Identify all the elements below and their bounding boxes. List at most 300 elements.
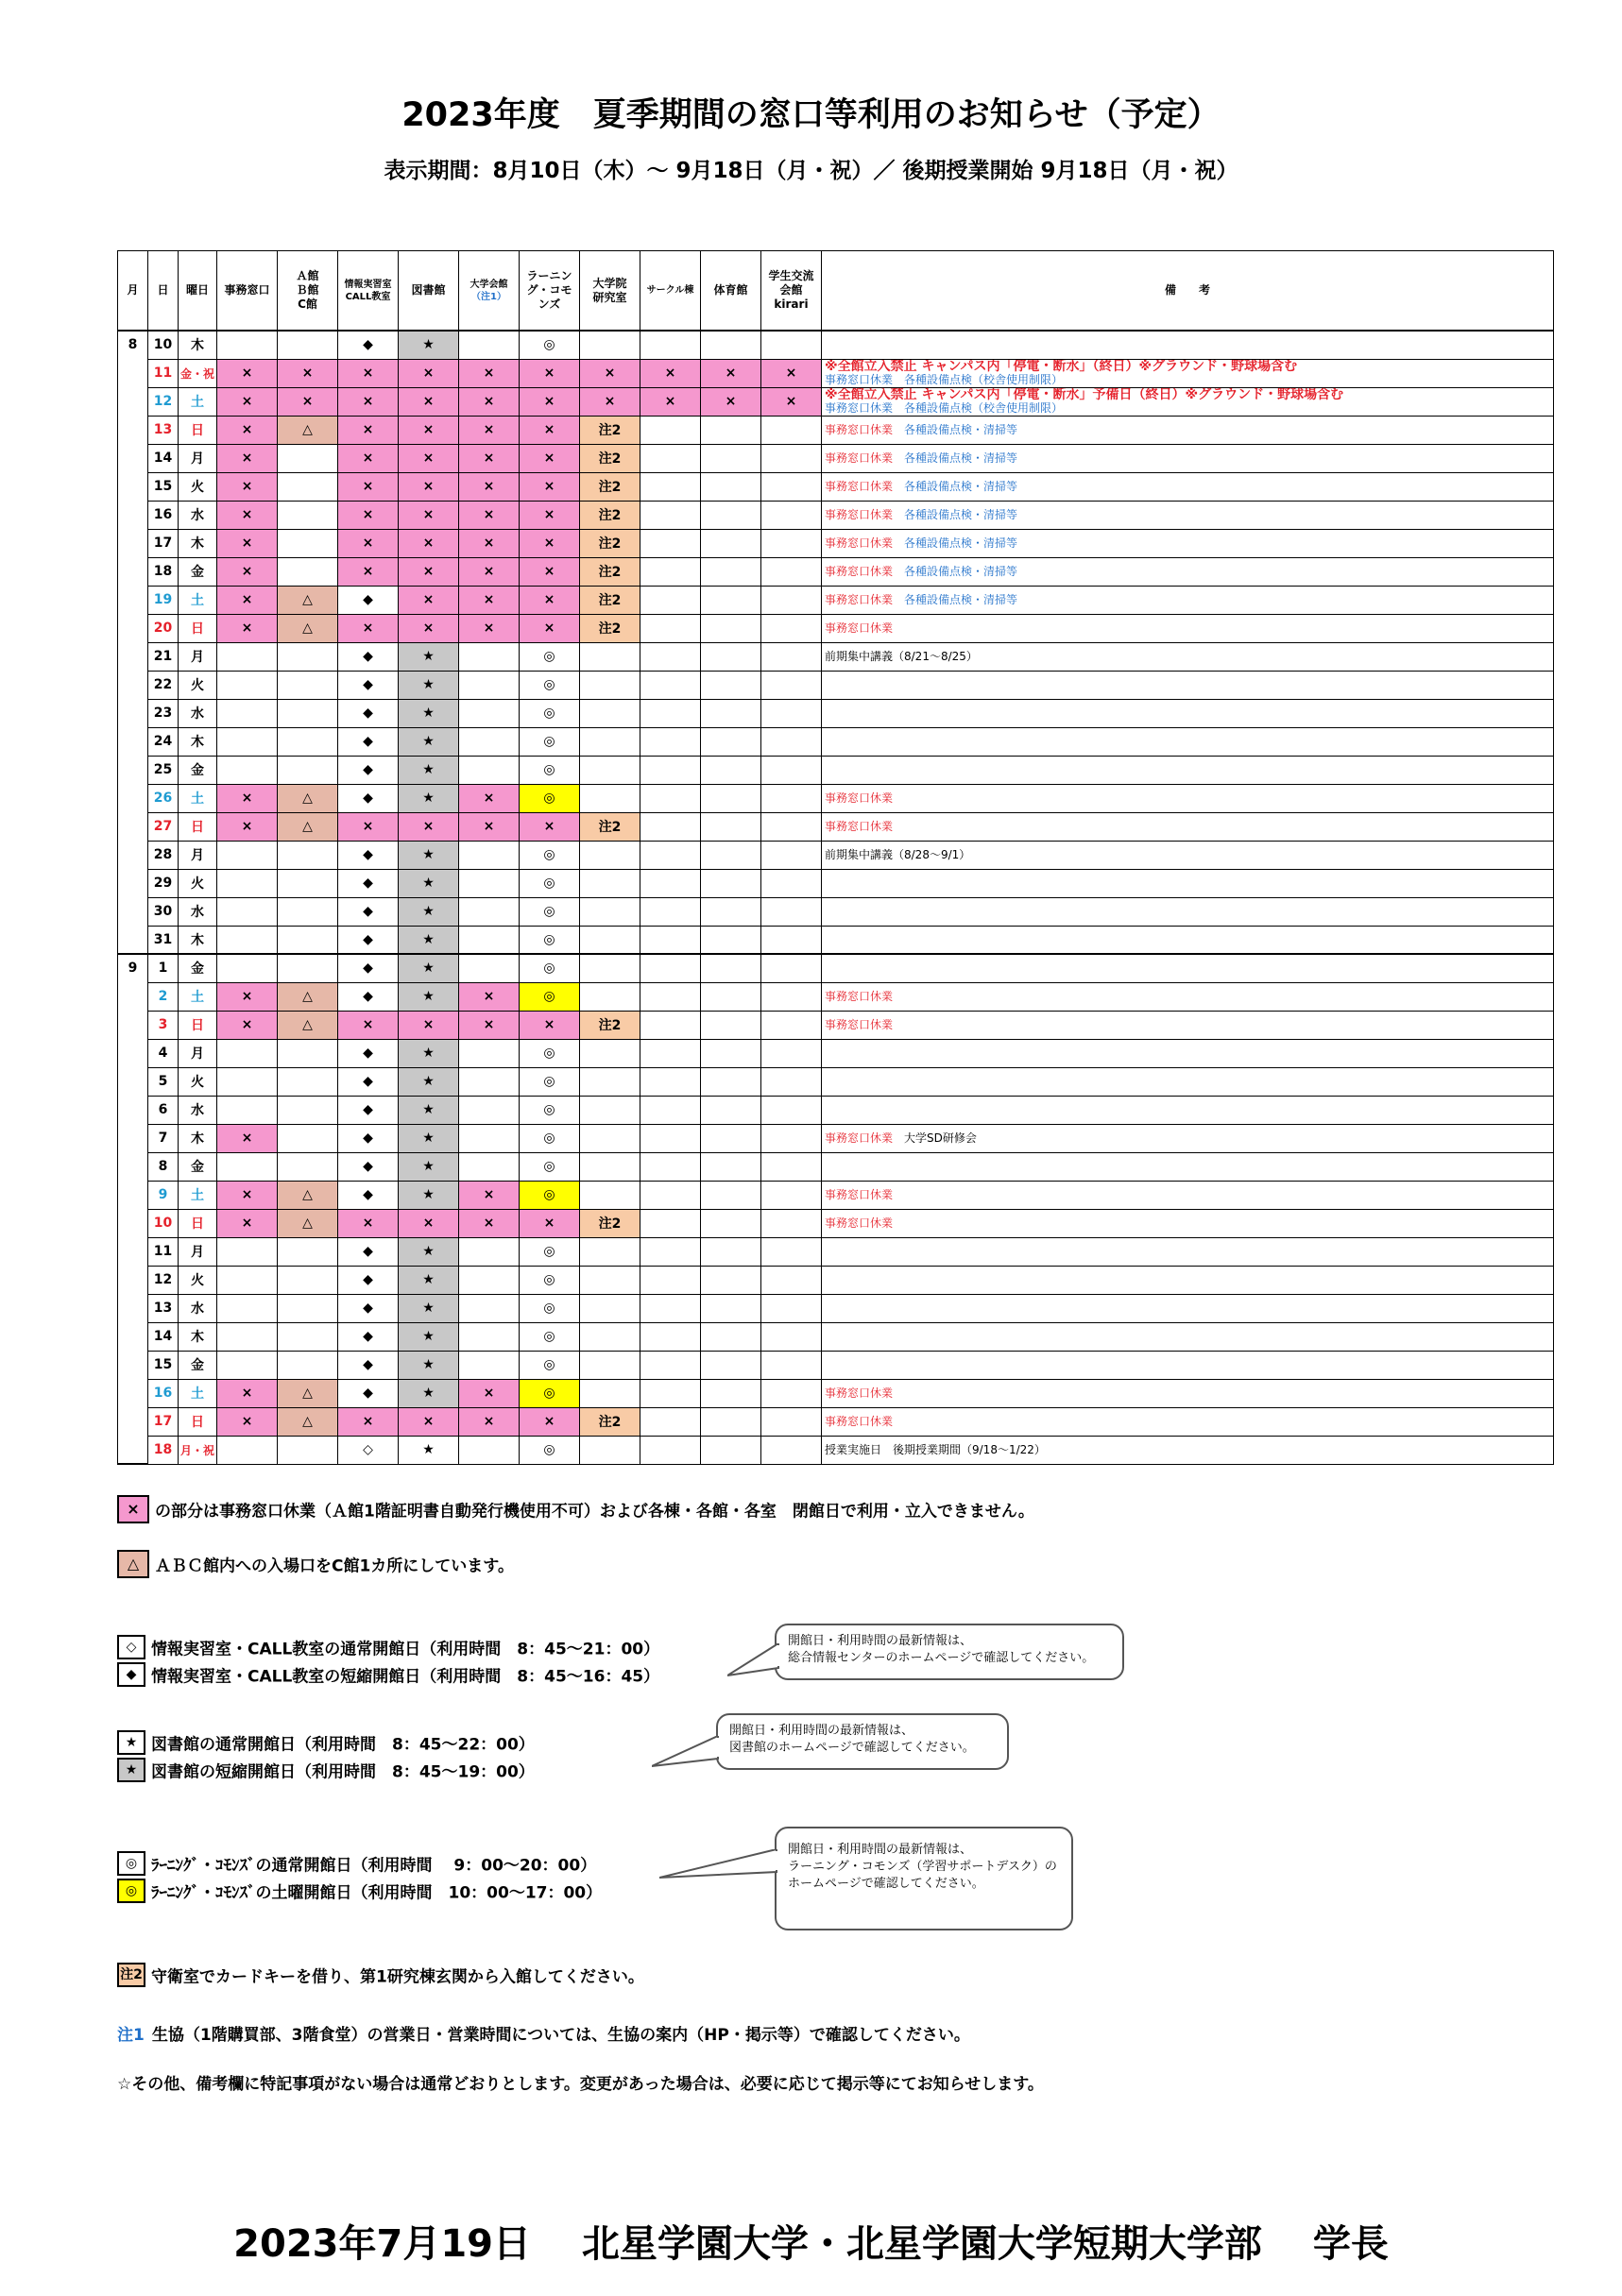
day-cell: 16 [148,501,179,529]
cell-info: ◆ [338,642,399,671]
cell-info: × [338,1209,399,1237]
cell-coop: × [459,529,520,557]
cell-grad [580,1067,640,1096]
cell-office [217,869,278,897]
cell-library: ★ [399,642,459,671]
cell-info: ◆ [338,982,399,1011]
cell-kirari [761,1322,822,1351]
cell-circle [640,1209,701,1237]
weekday-cell: 日 [179,614,217,642]
col-coop-note: （注1） [471,291,506,302]
cell-coop [459,869,520,897]
cell-learning-commons: × [520,416,580,444]
cell-kirari [761,1294,822,1322]
col-coop [459,251,520,332]
cell-info: × [338,387,399,416]
legend-note2-text: 守衛室でカードキーを借り、第1研究棟玄関から入館してください。 [151,1967,644,1987]
legend-lc-saturday-text: ﾗｰﾆﾝｸﾞ・ｺﾓﾝｽﾞの土曜開館日（利用時間 10：00～17：00） [151,1883,603,1903]
cell-learning-commons: × [520,359,580,387]
cell-info: ◆ [338,1181,399,1209]
day-cell: 5 [148,1067,179,1096]
remarks-cell [822,1237,1554,1266]
cell-kirari [761,926,822,954]
legend-lib-open [117,1730,535,1755]
remarks-cell [822,699,1554,727]
day-cell: 11 [148,1237,179,1266]
cell-grad [580,1266,640,1294]
cell-grad [580,1039,640,1067]
col-grad: 大学院 研究室 [580,251,640,332]
weekday-cell: 水 [179,1096,217,1124]
cell-coop: × [459,444,520,472]
remark-text: 事務窓口休業 [825,593,905,606]
note1-label: 注1 [117,2026,145,2045]
info-callout-line2: 総合情報センターのホームページで確認してください。 [788,1651,1095,1665]
cell-kirari [761,1181,822,1209]
cell-abc: △ [278,416,338,444]
cell-gym: × [701,387,761,416]
cell-abc: △ [278,586,338,614]
cell-office: × [217,416,278,444]
remarks-cell [822,387,1554,416]
cell-learning-commons: × [520,472,580,501]
cell-gym [701,586,761,614]
cell-office [217,727,278,756]
cell-gym [701,331,761,359]
day-cell: 29 [148,869,179,897]
cell-info: ◆ [338,1096,399,1124]
cell-library: ★ [399,331,459,359]
weekday-cell: 水 [179,699,217,727]
cell-library: ★ [399,1436,459,1464]
cell-learning-commons: ◎ [520,699,580,727]
cell-abc [278,727,338,756]
table-row [118,869,1554,897]
col-office: 事務窓口 [217,251,278,332]
cell-circle [640,1351,701,1379]
remark-text: 事務窓口休業 [825,621,894,635]
cell-info: ◆ [338,1322,399,1351]
cell-circle [640,699,701,727]
legend-info-open-box: ◇ [117,1635,145,1659]
cell-office [217,1237,278,1266]
cell-abc [278,1266,338,1294]
cell-abc [278,671,338,699]
remarks-cell [822,1152,1554,1181]
table-row [118,1237,1554,1266]
cell-kirari [761,897,822,926]
cell-grad [580,1322,640,1351]
cell-coop: × [459,1181,520,1209]
cell-learning-commons: ◎ [520,331,580,359]
day-cell: 14 [148,1322,179,1351]
day-cell: 15 [148,1351,179,1379]
cell-circle [640,869,701,897]
table-row [118,841,1554,869]
cell-coop: × [459,557,520,586]
legend-lc-open [117,1851,596,1876]
table-row [118,1209,1554,1237]
cell-coop [459,1067,520,1096]
cell-office: × [217,1181,278,1209]
cell-abc [278,1067,338,1096]
cell-coop [459,727,520,756]
remarks-cell [822,1039,1554,1067]
cell-abc [278,699,338,727]
lc-callout-line3: ホームページで確認してください。 [788,1877,984,1891]
table-row [118,501,1554,529]
cell-gym [701,1351,761,1379]
legend-lib-short-text: 図書館の短縮開館日（利用時間 8：45～19：00） [151,1762,535,1782]
cell-info: ◆ [338,1351,399,1379]
cell-kirari [761,869,822,897]
cell-coop: × [459,1011,520,1039]
day-cell: 12 [148,1266,179,1294]
cell-coop: × [459,784,520,812]
info-callout [775,1624,1124,1680]
cell-gym [701,1237,761,1266]
cell-grad [580,699,640,727]
cell-circle [640,416,701,444]
cell-learning-commons: ◎ [520,727,580,756]
cell-grad: 注2 [580,1407,640,1436]
cell-grad: × [580,387,640,416]
cell-learning-commons: × [520,557,580,586]
cell-kirari [761,1096,822,1124]
cell-coop: × [459,472,520,501]
cell-circle [640,1011,701,1039]
month-cell: 8 [118,331,148,954]
remarks-cell [822,897,1554,926]
cell-abc [278,1322,338,1351]
table-row [118,812,1554,841]
legend-info-open [117,1635,659,1659]
remarks-cell [822,1266,1554,1294]
lc-callout-line1: 開館日・利用時間の最新情報は、 [788,1843,973,1857]
cell-learning-commons: ◎ [520,1266,580,1294]
cell-library: ★ [399,926,459,954]
cell-kirari [761,1039,822,1067]
cell-office [217,926,278,954]
remark-text: 事務窓口休業 [825,1386,894,1400]
weekday-cell: 金 [179,756,217,784]
cell-gym [701,1181,761,1209]
cell-info: ◆ [338,586,399,614]
cell-grad: 注2 [580,444,640,472]
cell-office: × [217,1011,278,1039]
table-row [118,926,1554,954]
remark-text: 事務窓口休業 [825,1188,894,1201]
table-row [118,1067,1554,1096]
cell-kirari [761,699,822,727]
weekday-cell: 木 [179,727,217,756]
remarks-cell [822,1322,1554,1351]
cell-coop: × [459,1379,520,1407]
remark-text: 各種設備点検・清掃等 [904,593,1018,606]
cell-circle [640,812,701,841]
table-row [118,1379,1554,1407]
lc-callout-line2: ラーニング・コモンズ（学習サポートデスク）の [788,1860,1057,1874]
cell-kirari [761,501,822,529]
cell-library: × [399,416,459,444]
weekday-cell: 水 [179,501,217,529]
cell-info: ◆ [338,784,399,812]
weekday-cell: 土 [179,387,217,416]
remarks-cell [822,1351,1554,1379]
cell-grad [580,331,640,359]
cell-abc [278,1152,338,1181]
cell-circle [640,897,701,926]
cell-library: × [399,359,459,387]
cell-circle [640,1407,701,1436]
cell-coop: × [459,501,520,529]
cell-office: × [217,557,278,586]
cell-grad [580,1379,640,1407]
table-row [118,416,1554,444]
remark-text: 各種設備点検・清掃等 [904,536,1018,550]
cell-library: ★ [399,1322,459,1351]
cell-gym [701,1039,761,1067]
remark-text: 事務窓口休業 [825,451,905,465]
cell-coop [459,1096,520,1124]
cell-grad [580,671,640,699]
cell-info: ◆ [338,841,399,869]
cell-coop [459,1351,520,1379]
lib-callout-tail [652,1736,720,1774]
weekday-cell: 金 [179,557,217,586]
cell-coop [459,841,520,869]
cell-learning-commons: ◎ [520,841,580,869]
day-cell: 8 [148,1152,179,1181]
cell-gym [701,1067,761,1096]
info-callout-tail [727,1643,780,1681]
day-cell: 23 [148,699,179,727]
day-cell: 18 [148,1436,179,1464]
weekday-cell: 月 [179,1039,217,1067]
table-row [118,1266,1554,1294]
cell-kirari [761,727,822,756]
cell-coop [459,699,520,727]
table-row [118,1294,1554,1322]
info-callout-line1: 開館日・利用時間の最新情報は、 [788,1634,973,1648]
cell-coop: × [459,614,520,642]
day-cell: 4 [148,1039,179,1067]
cell-gym [701,671,761,699]
cell-library: ★ [399,1351,459,1379]
cell-library: ★ [399,1067,459,1096]
page-subtitle: 表示期間：8月10日（木）～ 9月18日（月・祝）／ 後期授業開始 9月18日（月・祝） [384,159,1238,183]
cell-library: ★ [399,1266,459,1294]
cell-coop [459,1152,520,1181]
cell-abc [278,501,338,529]
cell-grad [580,954,640,982]
cell-abc [278,642,338,671]
cell-office [217,1067,278,1096]
weekday-cell: 月 [179,841,217,869]
cell-abc: × [278,387,338,416]
cell-gym [701,897,761,926]
cell-learning-commons: ◎ [520,1237,580,1266]
cell-learning-commons: × [520,586,580,614]
cell-coop: × [459,586,520,614]
col-coop-label: 大学会館 [470,279,508,290]
cell-info: ◇ [338,1436,399,1464]
cell-grad: 注2 [580,586,640,614]
cell-library: ★ [399,1096,459,1124]
cell-library: ★ [399,897,459,926]
cell-office: × [217,387,278,416]
cell-circle [640,529,701,557]
cell-kirari [761,1067,822,1096]
cell-grad [580,784,640,812]
legend-closed-text: の部分は事務窓口休業（Ａ館1階証明書自動発行機使用不可）および各棟・各館・各室 閉館日で利用・立入できません。 [155,1502,1034,1522]
cell-library: × [399,1209,459,1237]
weekday-cell: 木 [179,331,217,359]
cell-grad [580,1181,640,1209]
cell-kirari [761,557,822,586]
cell-info: ◆ [338,1039,399,1067]
day-cell: 22 [148,671,179,699]
cell-circle [640,1181,701,1209]
cell-gym [701,1209,761,1237]
cell-gym [701,1436,761,1464]
remarks-cell [822,1294,1554,1322]
cell-circle [640,501,701,529]
cell-info: ◆ [338,926,399,954]
lc-callout [775,1827,1073,1930]
cell-info: × [338,1407,399,1436]
cell-info: ◆ [338,897,399,926]
cell-office [217,1351,278,1379]
cell-library: × [399,586,459,614]
cell-info: × [338,812,399,841]
cell-library: ★ [399,1152,459,1181]
cell-library: × [399,812,459,841]
remarks-cell [822,954,1554,982]
day-cell: 7 [148,1124,179,1152]
remark-text: 各種設備点検・清掃等 [904,565,1018,578]
cell-library: ★ [399,1237,459,1266]
cell-gym [701,1266,761,1294]
cell-abc [278,926,338,954]
col-circle: サークル棟 [640,251,701,332]
day-cell: 16 [148,1379,179,1407]
weekday-cell: 日 [179,1209,217,1237]
cell-gym [701,444,761,472]
cell-office [217,897,278,926]
cell-kirari [761,671,822,699]
weekday-cell: 火 [179,671,217,699]
cell-coop [459,897,520,926]
remarks-cell [822,1209,1554,1237]
table-row [118,1011,1554,1039]
weekday-cell: 土 [179,784,217,812]
cell-library: × [399,1407,459,1436]
cell-office [217,1152,278,1181]
cell-office [217,1266,278,1294]
cell-library: ★ [399,1124,459,1152]
table-row [118,1124,1554,1152]
remarks-cell [822,1436,1554,1464]
cell-learning-commons: × [520,444,580,472]
cell-grad [580,1351,640,1379]
cell-office: × [217,614,278,642]
cell-kirari [761,1407,822,1436]
cell-office [217,1294,278,1322]
remarks-cell [822,614,1554,642]
cell-library: × [399,1011,459,1039]
table-row [118,557,1554,586]
table-row [118,586,1554,614]
cell-coop [459,671,520,699]
cell-office: × [217,1407,278,1436]
cell-learning-commons: ◎ [520,982,580,1011]
cell-coop: × [459,812,520,841]
cell-circle [640,671,701,699]
cell-abc: △ [278,982,338,1011]
cell-grad: 注2 [580,529,640,557]
cell-info: × [338,501,399,529]
weekday-cell: 土 [179,1181,217,1209]
day-cell: 13 [148,416,179,444]
table-row [118,472,1554,501]
remarks-cell [822,812,1554,841]
cell-library: × [399,529,459,557]
cell-gym [701,1294,761,1322]
cell-kirari [761,416,822,444]
day-cell: 2 [148,982,179,1011]
cell-library: ★ [399,1181,459,1209]
remark-text: ※全館立入禁止 キャンパス内「停電・断水」予備日（終日）※グラウンド・野球場含む [825,387,1344,402]
remark-text: 事務窓口休業 [825,1018,894,1031]
cell-info: ◆ [338,727,399,756]
cell-gym [701,472,761,501]
table-row [118,642,1554,671]
table-row [118,1436,1554,1464]
cell-abc [278,841,338,869]
cell-kirari [761,784,822,812]
cell-office: × [217,359,278,387]
cell-circle [640,1379,701,1407]
table-row [118,359,1554,387]
day-cell: 21 [148,642,179,671]
cell-circle [640,1294,701,1322]
legend-info-short-text: 情報実習室・CALL教室の短縮開館日（利用時間 8：45～16：45） [151,1667,660,1687]
cell-kirari [761,841,822,869]
cell-kirari [761,1351,822,1379]
cell-grad [580,869,640,897]
cell-grad: 注2 [580,472,640,501]
cell-library: × [399,387,459,416]
table-row [118,671,1554,699]
cell-circle [640,954,701,982]
remark-text: 事務窓口休業 [825,1415,894,1428]
remarks-cell [822,1181,1554,1209]
legend-note2 [117,1963,644,1987]
cell-kirari [761,1436,822,1464]
cell-circle [640,1237,701,1266]
cell-abc: △ [278,1379,338,1407]
cell-library: ★ [399,1039,459,1067]
legend-closed [117,1495,1034,1523]
cell-gym [701,727,761,756]
remarks-cell [822,444,1554,472]
table-row [118,699,1554,727]
weekday-cell: 月 [179,642,217,671]
cell-kirari [761,529,822,557]
day-cell: 17 [148,1407,179,1436]
day-cell: 12 [148,387,179,416]
